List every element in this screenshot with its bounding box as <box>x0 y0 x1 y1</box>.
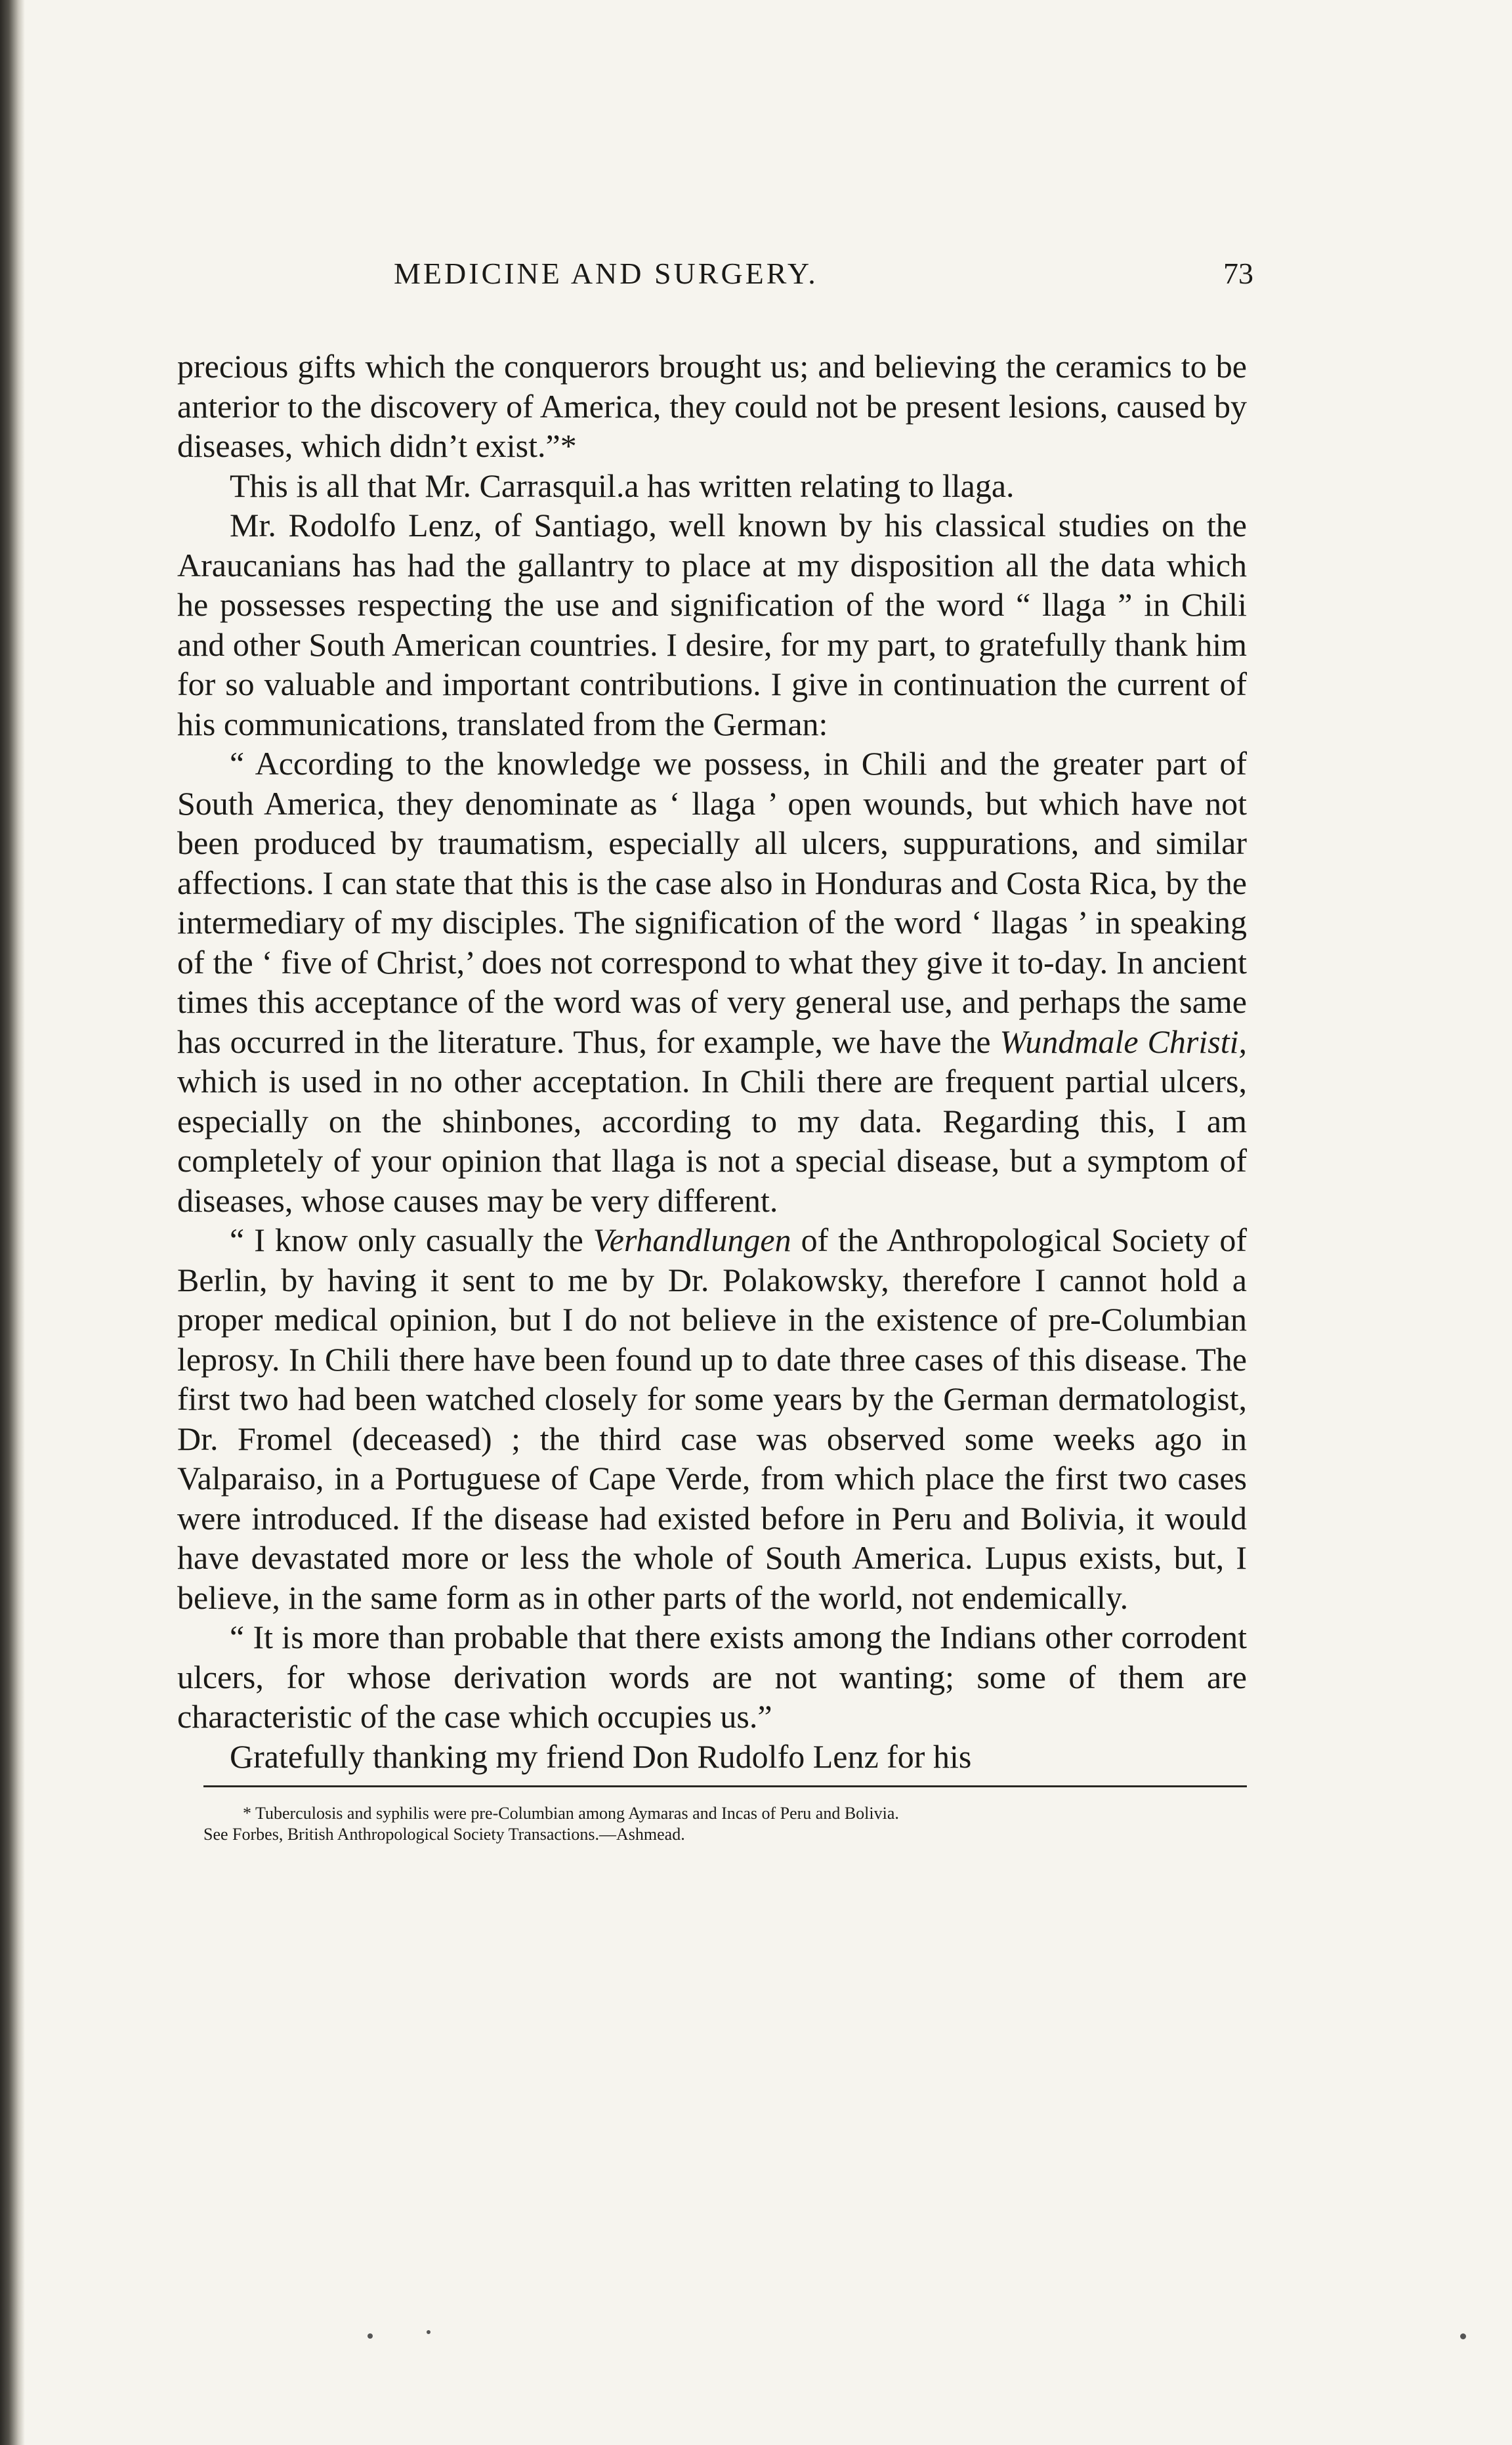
paragraph: Gratefully thanking my friend Don Rudolfo Lenz for his <box>230 1737 972 1775</box>
page-number: 73 <box>1223 257 1253 290</box>
paragraph: precious gifts which the conquerors brought us; and believing the ceramics to be anterior to the discovery of America, they could not be present lesions, caused by diseases, which didn’t exist.”* <box>177 348 1247 464</box>
paragraph <box>177 744 1247 1220</box>
print-speck <box>368 2333 373 2339</box>
italic-phrase: Wundmale Christi, <box>999 1023 1247 1060</box>
book-page <box>177 256 1253 1845</box>
footnote-line: See Forbes, British Anthropological Society Transactions.—Ashmead. <box>203 1825 685 1844</box>
running-head: MEDICINE AND SURGERY. <box>394 257 818 290</box>
text-run: “ According to the knowledge we possess, in Chili and the greater part of South America, they denominate as ‘ llaga ’ open wounds, but which have not been produced by traumatism, especially all ulcers, suppurations, and similar affections. I can state that this is the case also in Honduras and Costa Rica, by the intermediary of my disciples. The signification of the word ‘ llagas ’ in speaking of the ‘ five of Christ,’ does not correspond to what they give it to-day. In ancient times this acceptance of the word was of very general use, and perhaps the same has occurred in the literature. Thus, for example, we have the <box>177 745 1247 1060</box>
body-text <box>177 347 1247 1776</box>
text-run: which is used in no other acceptation. In Chili there are frequent partial ulcers, especially on the shinbones, according to my data. Regarding this, I am completely of your opinion that llaga is not a special disease, but a symptom of diseases, whose causes may be very different. <box>177 1063 1247 1219</box>
paragraph: Mr. Rodolfo Lenz, of Santiago, well known by his classical studies on the Araucanians has had the gallantry to place at my disposition all the data which he possesses respecting the use and signification of the word “ llaga ” in Chili and other South American countries. I desire, for my part, to gratefully thank him for so valuable and important contributions. I give in continuation the current of his communications, translated from the German: <box>177 507 1247 742</box>
italic-phrase: Verhandlungen <box>593 1222 791 1258</box>
paragraph: This is all that Mr. Carrasquil.a has written relating to llaga. <box>230 467 1015 504</box>
paragraph <box>177 1220 1247 1617</box>
footnote <box>203 1803 1247 1845</box>
text-run: of the Anthropological Society of Berlin, by having it sent to me by Dr. Polakowsky, therefore I cannot hold a proper medical opinion, but I do not believe in the existence of pre-Columbian leprosy. In Chili there have been found up to date three cases of this disease. The first two had been watched closely for some years by the German dermatologist, Dr. Fromel (deceased) ; the third case was observed some weeks ago in Valparaiso, in a Portuguese of Cape Verde, from which place the first two cases were introduced. If the disease had existed before in Peru and Bolivia, it would have devastated more or less the whole of South America. Lupus exists, but, I believe, in the same form as in other parts of the world, not endemically. <box>177 1222 1247 1616</box>
footnote-line: * Tuberculosis and syphilis were pre-Columbian among Aymaras and Incas of Peru and Bolivia. <box>243 1804 899 1823</box>
text-run: “ I know only casually the <box>230 1222 593 1258</box>
paragraph: “ It is more than probable that there exists among the Indians other corrodent ulcers, for whose derivation words are not wanting; some of them are characteristic of the case which occupies us.” <box>177 1619 1247 1735</box>
footnote-rule <box>203 1785 1247 1787</box>
page-header <box>177 256 1253 315</box>
book-spine-shadow <box>0 0 25 2445</box>
print-speck <box>1460 2333 1466 2339</box>
print-speck <box>427 2330 430 2334</box>
